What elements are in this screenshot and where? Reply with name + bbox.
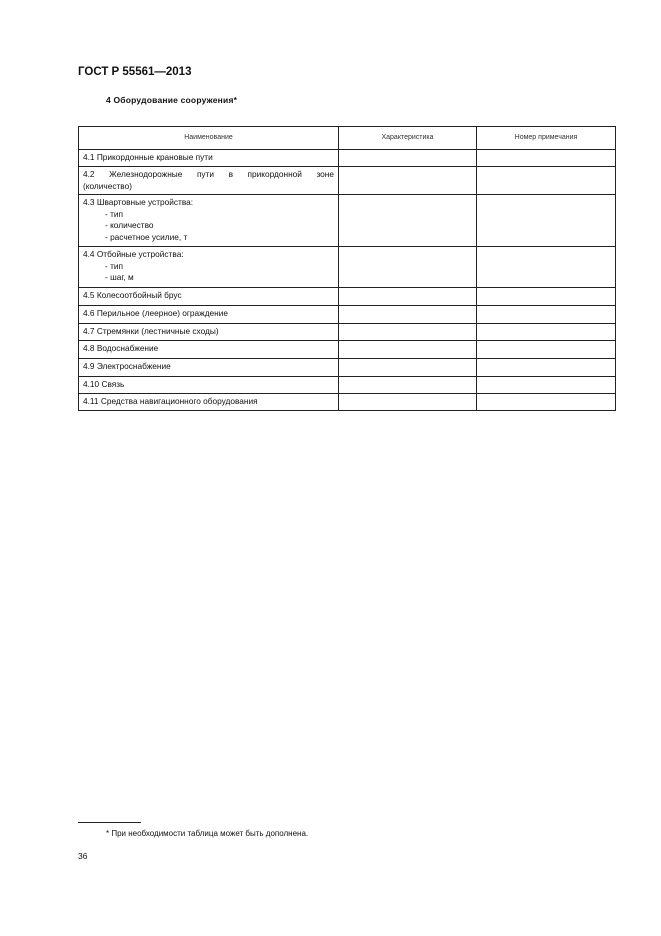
table-header-row [79, 127, 616, 150]
cell-note-number [477, 377, 616, 394]
cell-characteristic [339, 306, 477, 324]
cell-note-number [477, 341, 616, 359]
column-header-characteristic: Характеристика [339, 127, 477, 150]
cell-characteristic [339, 288, 477, 306]
sub-item: - шаг, м [105, 272, 134, 282]
cell-characteristic [339, 359, 477, 377]
item-name: 4.7 Стремянки (лестничные сходы) [83, 326, 219, 336]
cell-characteristic [339, 324, 477, 341]
cell-name [79, 341, 339, 359]
cell-name [79, 167, 339, 195]
cell-characteristic [339, 377, 477, 394]
table-row [79, 247, 616, 288]
table-row [79, 341, 616, 359]
section-title: 4 Оборудование сооружения* [106, 95, 238, 105]
item-name: 4.6 Перильное (леерное) ограждение [83, 308, 228, 318]
cell-name [79, 306, 339, 324]
cell-name [79, 288, 339, 306]
cell-note-number [477, 195, 616, 247]
item-name: 4.8 Водоснабжение [83, 343, 159, 353]
item-name: 4.10 Связь [83, 379, 125, 389]
cell-name [79, 324, 339, 341]
column-header-name: Наименование [79, 127, 339, 150]
cell-characteristic [339, 195, 477, 247]
item-name: 4.3 Швартовные устройства: [83, 197, 194, 207]
cell-note-number [477, 150, 616, 167]
cell-note-number [477, 359, 616, 377]
item-name: 4.9 Электроснабжение [83, 361, 171, 371]
cell-characteristic [339, 394, 477, 411]
sub-item: - тип [105, 208, 123, 219]
cell-name [79, 377, 339, 394]
item-name: 4.2 Железнодорожные пути в прикордонной зоне (количество) [83, 169, 334, 191]
cell-note-number [477, 247, 616, 288]
cell-note-number [477, 394, 616, 411]
equipment-table [78, 126, 616, 411]
footnote: * При необходимости таблица может быть дополнена. [106, 829, 309, 838]
cell-note-number [477, 288, 616, 306]
item-name: 4.11 Средства навигационного оборудования [83, 396, 258, 406]
item-name: 4.5 Колесоотбойный брус [83, 290, 182, 300]
sub-item: - расчетное усилие, т [105, 231, 188, 242]
cell-name [79, 359, 339, 377]
document-header: ГОСТ Р 55561—2013 [78, 66, 192, 78]
table-row [79, 324, 616, 341]
table-row [79, 306, 616, 324]
item-name: 4.4 Отбойные устройства: [83, 249, 184, 259]
cell-characteristic [339, 150, 477, 167]
table-row [79, 377, 616, 394]
table-row [79, 359, 616, 377]
sub-item: - тип [105, 260, 123, 271]
cell-name [79, 247, 339, 288]
footnote-divider [78, 822, 141, 823]
table-row [79, 167, 616, 195]
column-header-note-number: Номер примечания [477, 127, 616, 150]
cell-characteristic [339, 167, 477, 195]
cell-name [79, 195, 339, 247]
cell-note-number [477, 324, 616, 341]
table-row [79, 150, 616, 167]
cell-characteristic [339, 247, 477, 288]
cell-note-number [477, 306, 616, 324]
table-row [79, 394, 616, 411]
item-name: 4.1 Прикордонные крановые пути [83, 152, 213, 162]
cell-note-number [477, 167, 616, 195]
page-number: 36 [78, 851, 88, 861]
table-row [79, 195, 616, 247]
cell-characteristic [339, 341, 477, 359]
table-row [79, 288, 616, 306]
sub-item: - количество [105, 220, 154, 230]
cell-name [79, 150, 339, 167]
cell-name [79, 394, 339, 411]
